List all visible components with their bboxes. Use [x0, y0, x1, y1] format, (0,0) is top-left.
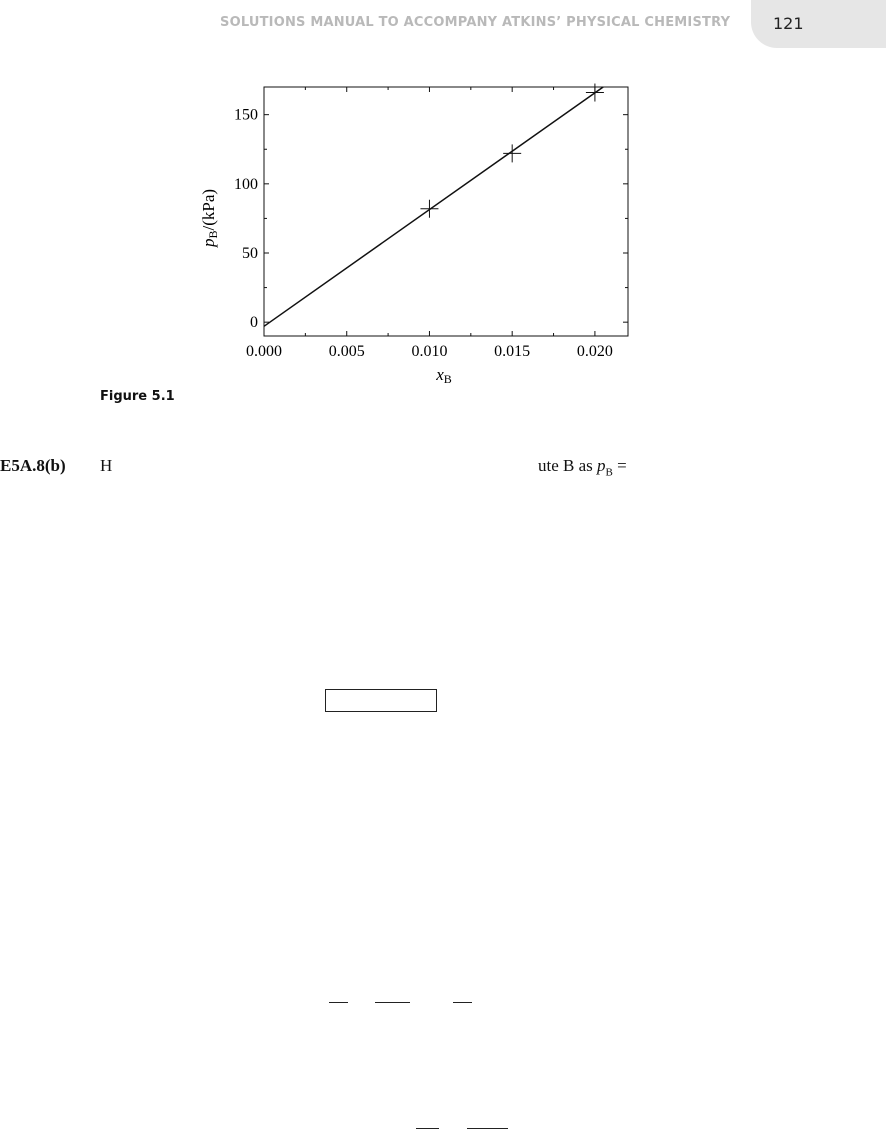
data-point: [420, 200, 438, 218]
data-point: [586, 84, 604, 102]
page-number: 121: [773, 14, 804, 33]
x-tick-label: 0.005: [328, 343, 365, 360]
figure-caption: Figure 5.1: [100, 389, 175, 404]
y-tick-label: 0: [250, 314, 258, 332]
figure-5-1-chart: [0, 0, 886, 400]
y-tick-label: 100: [234, 175, 258, 193]
exercise-text-tail: [538, 456, 627, 478]
x-tick-label: 0.000: [246, 343, 282, 360]
fraction-bar: [453, 1002, 472, 1003]
plot-frame: [264, 87, 628, 336]
axis-ticks: [234, 87, 628, 360]
fit-line-group: [264, 87, 603, 326]
x-tick-label: 0.010: [411, 343, 448, 360]
fit-line: [264, 87, 603, 326]
x-tick-label: 0.020: [576, 343, 613, 360]
x-tick-label: 0.015: [494, 343, 531, 360]
running-header: SOLUTIONS MANUAL TO ACCOMPANY ATKINS’ PHYSICAL CHEMISTRY: [220, 15, 731, 30]
data-points: [420, 84, 603, 218]
y-tick-label: 150: [234, 106, 258, 124]
plot-axes: [264, 87, 628, 336]
equals-sign: =: [612, 456, 627, 475]
pressure-symbol: $p_B$: [597, 456, 613, 479]
y-axis-label: pB/(kPa): [199, 188, 220, 248]
exercise-text-fragment: ute B as: [538, 456, 598, 475]
exercise-label: E5A.8(b): [0, 456, 66, 475]
fraction-bar: [375, 1002, 410, 1003]
y-tick-label: 50: [242, 245, 258, 262]
fraction-bar: [329, 1002, 348, 1003]
exercise-text-start: H: [100, 456, 113, 475]
answer-box: [325, 689, 437, 712]
x-axis-label: xB: [436, 365, 452, 386]
